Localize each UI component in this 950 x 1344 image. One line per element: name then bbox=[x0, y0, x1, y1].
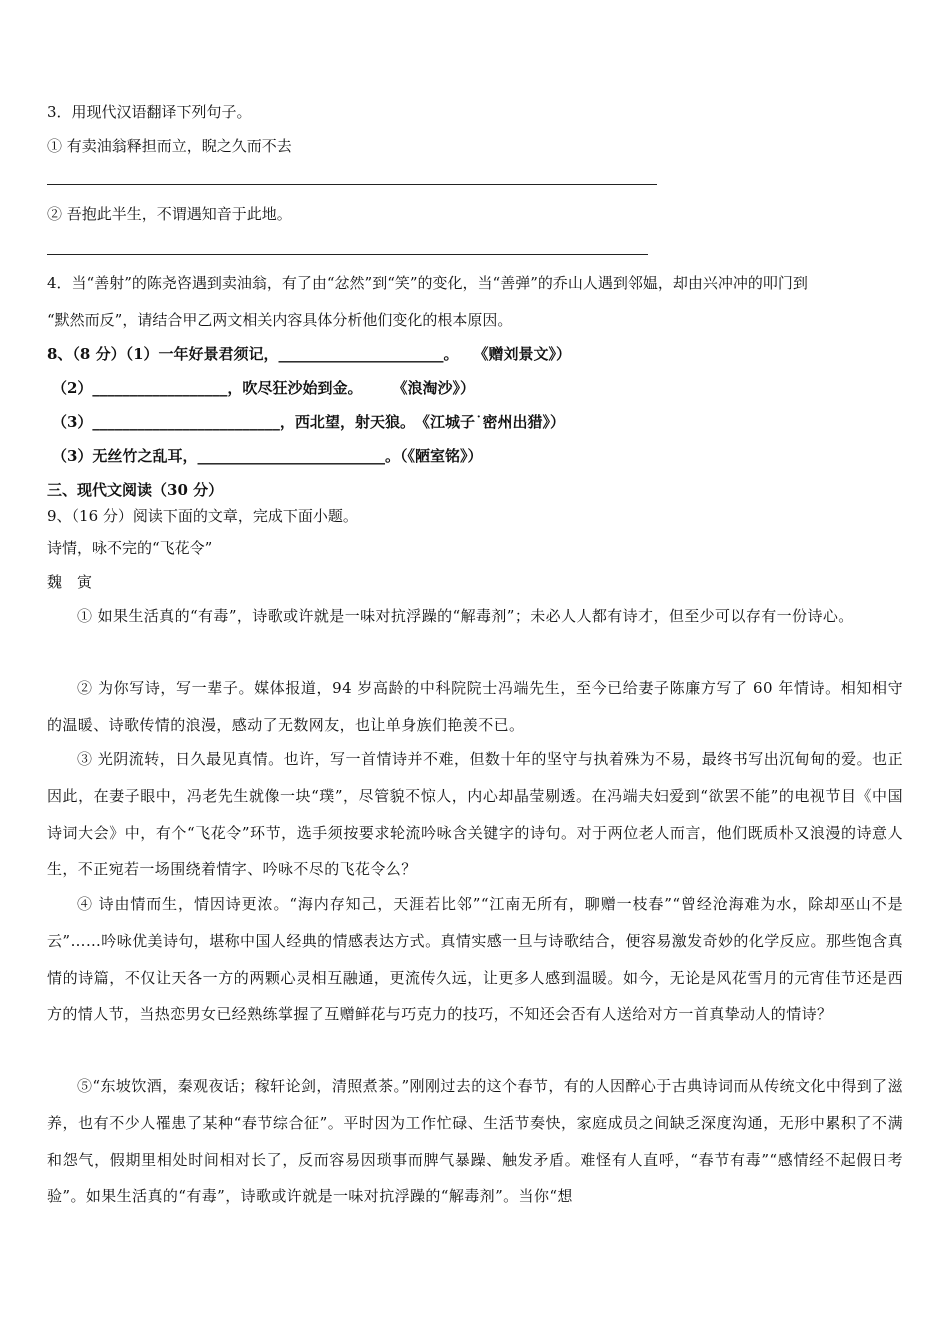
question-4-line-2: “默然而反”，请结合甲乙两文相关内容具体分析他们变化的根本原因。 bbox=[47, 311, 513, 329]
question-3-heading: 3．用现代汉语翻译下列句子。 bbox=[47, 103, 252, 121]
answer-line bbox=[47, 184, 657, 185]
question-4-line-1: 4．当“善射”的陈尧咨遇到卖油翁，有了由“忿然”到“笑”的变化，当“善弹”的乔山人遇到邻媪，却由兴冲冲的叩门到 bbox=[47, 274, 808, 292]
question-8-line-1: 8、（8 分）（1）一年好景君须记，______________________。 《赠刘景文》） bbox=[47, 345, 572, 363]
article-author: 魏 寅 bbox=[47, 573, 93, 591]
question-3-sentence-1: ① 有卖油翁释担而立，睨之久而不去 bbox=[47, 137, 292, 155]
question-8-line-2: （2）__________________，吹尽狂沙始到金。 《浪淘沙》） bbox=[52, 379, 475, 397]
article-paragraph-5: ⑤“东坡饮酒，秦观夜话；稼轩论剑，清照煮茶。”刚刚过去的这个春节，有的人因醉心于古典诗词而从传统文化中得到了滋养，也有不少人罹患了某种“春节综合征”。平时因为工作忙碌、生活节奏快，家庭成员之间缺乏深度沟通，无形中累积了不满和怨气，假期里相处时间相对长了，反而容易因琐事而脾气暴躁、触发矛盾。难怪有人直呼，“春节有毒”“感情经不起假日考验”。如果生活真的“有毒”，诗歌或许就是一味对抗浮躁的“解毒剂”。当你“想 bbox=[47, 1077, 903, 1206]
article-paragraph-4: ④ 诗由情而生，情因诗更浓。“海内存知己，天涯若比邻”“江南无所有，聊赠一枝春”“曾经沧海难为水，除却巫山不是云”……吟咏优美诗句，堪称中国人经典的情感表达方式。真情实感一旦与诗歌结合，便容易激发奇妙的化学反应。那些饱含真情的诗篇，不仅让天各一方的两颗心灵相互融通，更流传久远，让更多人感到温暖。如今，无论是风花雪月的元宵佳节还是西方的情人节，当热恋男女已经熟练掌握了互赠鲜花与巧克力的技巧，不知还会否有人送给对方一首真挚动人的情诗？ bbox=[47, 895, 903, 1024]
article-paragraph-3: ③ 光阴流转，日久最见真情。也许，写一首情诗并不难，但数十年的坚守与执着殊为不易，最终书写出沉甸甸的爱。也正因此，在妻子眼中，冯老先生就像一块“璞”，尽管貌不惊人，内心却晶莹剔透。在冯端夫妇爱到“欲罢不能”的电视节目《中国诗词大会》中，有个“飞花令”环节，选手须按要求轮流吟咏含关键字的诗句。对于两位老人而言，他们既质朴又浪漫的诗意人生，不正宛若一场围绕着情字、吟咏不尽的飞花令么？ bbox=[47, 750, 903, 879]
question-9-heading: 9、（16 分）阅读下面的文章，完成下面小题。 bbox=[47, 507, 358, 525]
question-8-line-3: （3）_________________________，西北望，射天狼。 《江城子˙密州出猎》） bbox=[52, 413, 565, 431]
article-paragraph-2: ② 为你写诗，写一辈子。媒体报道，94 岁高龄的中科院院士冯端先生，至今已给妻子陈廉方写了 60 年情诗。相知相守的温暖、诗歌传情的浪漫，感动了无数网友，也让单身族们艳羡不已。 bbox=[47, 679, 903, 734]
question-8-line-4: （3）无丝竹之乱耳，_________________________。（《陋室铭》） bbox=[52, 447, 483, 465]
section-3-title: 三、现代文阅读（30 分） bbox=[47, 481, 224, 499]
article-paragraph-1: ① 如果生活真的“有毒”，诗歌或许就是一味对抗浮躁的“解毒剂”；未必人人都有诗才，但至少可以存有一份诗心。 bbox=[77, 607, 854, 625]
article-title: 诗情，咏不完的“飞花令” bbox=[47, 539, 213, 557]
question-3-sentence-2: ② 吾抱此半生，不谓遇知音于此地。 bbox=[47, 205, 292, 223]
answer-line bbox=[47, 254, 648, 255]
